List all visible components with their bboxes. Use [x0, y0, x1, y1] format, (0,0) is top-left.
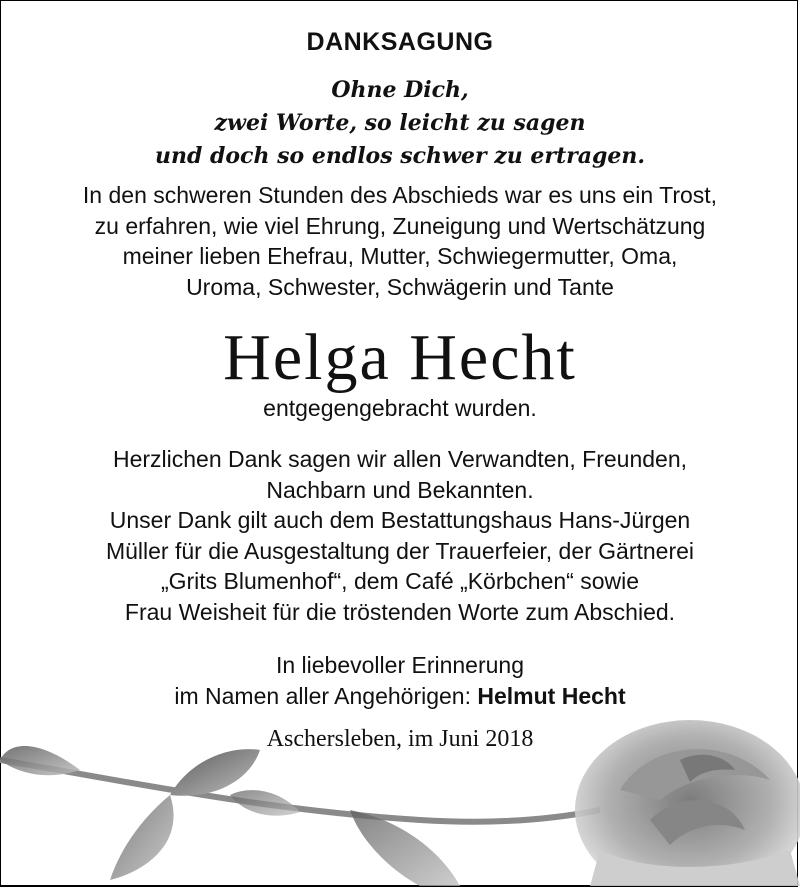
thanks-paragraph [0, 444, 800, 627]
notice-heading: DANKSAGUNG [306, 28, 494, 56]
intro-line: In den schweren Stunden des Abschieds war es uns ein Trost, [82, 182, 718, 208]
closing-block [0, 650, 800, 711]
quote-line: und doch so endlos schwer zu ertragen. [154, 143, 646, 169]
place-date: Aschersleben, im Juni 2018 [266, 726, 534, 752]
thanks-line: Frau Weisheit für die tröstenden Worte zum Abschied. [124, 598, 676, 625]
closing-signature-line [0, 681, 800, 712]
deceased-name: Helga Hecht [223, 321, 577, 394]
after-name-text: entgegengebracht wurden. [263, 395, 537, 421]
closing-prefix: im Namen aller Angehörigen: [174, 682, 478, 709]
intro-line: zu erfahren, wie viel Ehrung, Zuneigung und Wertschätzung [94, 212, 706, 239]
quote-line: Ohne Dich, [331, 77, 469, 103]
thanks-line: Unser Dank gilt auch dem Bestattungshaus Hans-Jürgen [109, 507, 691, 533]
thanks-line: Müller für die Ausgestaltung der Trauerfeier, der Gärtnerei [105, 537, 695, 564]
signer-name: Helmut Hecht [477, 682, 626, 709]
thanks-line: Herzlichen Dank sagen wir allen Verwandten, Freunden, [112, 446, 688, 472]
intro-line: meiner lieben Ehefrau, Mutter, Schwiegermutter, Oma, [122, 243, 678, 269]
intro-paragraph [0, 180, 800, 302]
memorial-quote [0, 74, 800, 173]
closing-line: In liebevoller Erinnerung [275, 652, 525, 678]
intro-line: Uroma, Schwester, Schwägerin und Tante [186, 273, 614, 300]
quote-line: zwei Worte, so leicht zu sagen [214, 110, 586, 136]
thanks-line: Nachbarn und Bekannten. [266, 476, 534, 503]
thanks-line: „Grits Blumenhof“, dem Café „Körbchen“ sowie [160, 568, 640, 594]
